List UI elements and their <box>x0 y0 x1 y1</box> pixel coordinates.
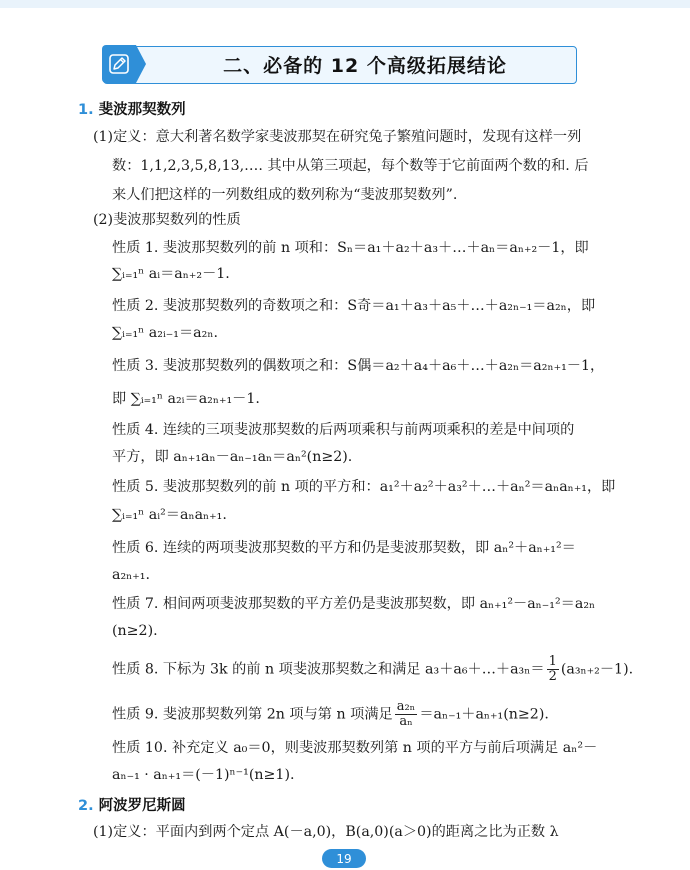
banner-title: 二、必备的 12 个高级拓展结论 <box>223 55 507 77</box>
pencil-icon <box>108 53 130 75</box>
property-4-line-2: 平方，即 aₙ₊₁aₙ－aₙ₋₁aₙ＝aₙ²(n≥2). <box>112 449 353 465</box>
section-title: 斐波那契数列 <box>98 102 186 118</box>
section-heading-fibonacci <box>78 98 186 119</box>
property-3-line-2: 即 ∑ᵢ₌₁ⁿ a₂ᵢ＝a₂ₙ₊₁－1. <box>112 391 260 407</box>
definition-line-3: 来人们把这样的一列数组成的数列称为“斐波那契数列”. <box>112 187 458 203</box>
property-3-line-1: 性质 3. 斐波那契数列的偶数项之和：S偶＝a₂＋a₄＋a₆＋…＋a₂ₙ＝a₂ₙ₊₁－1， <box>112 358 605 374</box>
section-title: 阿波罗尼斯圆 <box>98 798 186 814</box>
fraction-denominator: 2 <box>548 669 557 684</box>
banner-tab <box>102 45 136 83</box>
definition-line-1: (1)定义：意大利著名数学家斐波那契在研究兔子繁殖问题时，发现有这样一列 <box>93 129 582 145</box>
fraction-denominator: aₙ <box>399 714 413 729</box>
property-1-line-2: ∑ᵢ₌₁ⁿ aᵢ＝aₙ₊₂－1. <box>112 266 230 282</box>
property-2-line-2: ∑ᵢ₌₁ⁿ a₂ᵢ₋₁＝a₂ₙ. <box>112 325 218 341</box>
top-band <box>0 0 690 8</box>
fraction-numerator: a₂ₙ <box>396 699 416 714</box>
section-banner <box>103 46 577 84</box>
property-4-line-1: 性质 4. 连续的三项斐波那契数的后两项乘积与前两项乘积的差是中间项的 <box>112 422 575 438</box>
section-number: 2. <box>78 798 94 814</box>
property-8-text: 性质 8. 下标为 3k 的前 n 项斐波那契数之和满足 a₃＋a₆＋…＋a₃ₙ＝ <box>112 661 545 678</box>
apollonius-definition-line: (1)定义：平面内到两个定点 A(－a,0)，B(a,0)(a＞0)的距离之比为正数 λ <box>93 824 559 840</box>
property-9-line <box>112 700 549 729</box>
property-2-line-1: 性质 2. 斐波那契数列的奇数项之和：S奇＝a₁＋a₃＋a₅＋…＋a₂ₙ₋₁＝a₂ₙ，即 <box>112 298 596 314</box>
fraction-one-half <box>547 655 559 684</box>
property-10-line-1: 性质 10. 补充定义 a₀＝0，则斐波那契数列第 n 项的平方与前后项满足 aₙ²－ <box>112 740 598 756</box>
fraction-numerator: 1 <box>548 654 557 669</box>
properties-heading: (2)斐波那契数列的性质 <box>93 212 241 228</box>
property-9-tail: ＝aₙ₋₁＋aₙ₊₁(n≥2). <box>419 706 549 723</box>
property-7-line-2: (n≥2). <box>112 623 158 639</box>
property-5-line-1: 性质 5. 斐波那契数列的前 n 项的平方和：a₁²＋a₂²＋a₃²＋…＋aₙ²＝aₙaₙ₊₁，即 <box>112 479 616 495</box>
property-8-line <box>112 655 633 684</box>
property-9-text: 性质 9. 斐波那契数列第 2n 项与第 n 项满足 <box>112 706 393 723</box>
property-10-line-2: aₙ₋₁ · aₙ₊₁＝(－1)ⁿ⁻¹(n≥1). <box>112 767 295 783</box>
page-number: 19 <box>322 849 366 868</box>
section-number: 1. <box>78 102 94 118</box>
fraction-a2n-over-an <box>395 700 418 729</box>
definition-line-2: 数：1,1,2,3,5,8,13,…. 其中从第三项起，每个数等于它前面两个数的和. 后 <box>112 158 589 174</box>
property-8-tail: (a₃ₙ₊₂－1). <box>560 661 634 678</box>
property-5-line-2: ∑ᵢ₌₁ⁿ aᵢ²＝aₙaₙ₊₁. <box>112 507 227 523</box>
property-1-line-1: 性质 1. 斐波那契数列的前 n 项和：Sₙ＝a₁＋a₂＋a₃＋…＋aₙ＝aₙ₊₂－1，即 <box>112 240 589 256</box>
property-7-line-1: 性质 7. 相间两项斐波那契数的平方差仍是斐波那契数，即 aₙ₊₁²－aₙ₋₁²＝a₂ₙ <box>112 596 596 612</box>
property-6-line-1: 性质 6. 连续的两项斐波那契数的平方和仍是斐波那契数，即 aₙ²＋aₙ₊₁²＝ <box>112 540 576 556</box>
section-heading-apollonius <box>78 794 186 815</box>
property-6-line-2: a₂ₙ₊₁. <box>112 567 150 583</box>
